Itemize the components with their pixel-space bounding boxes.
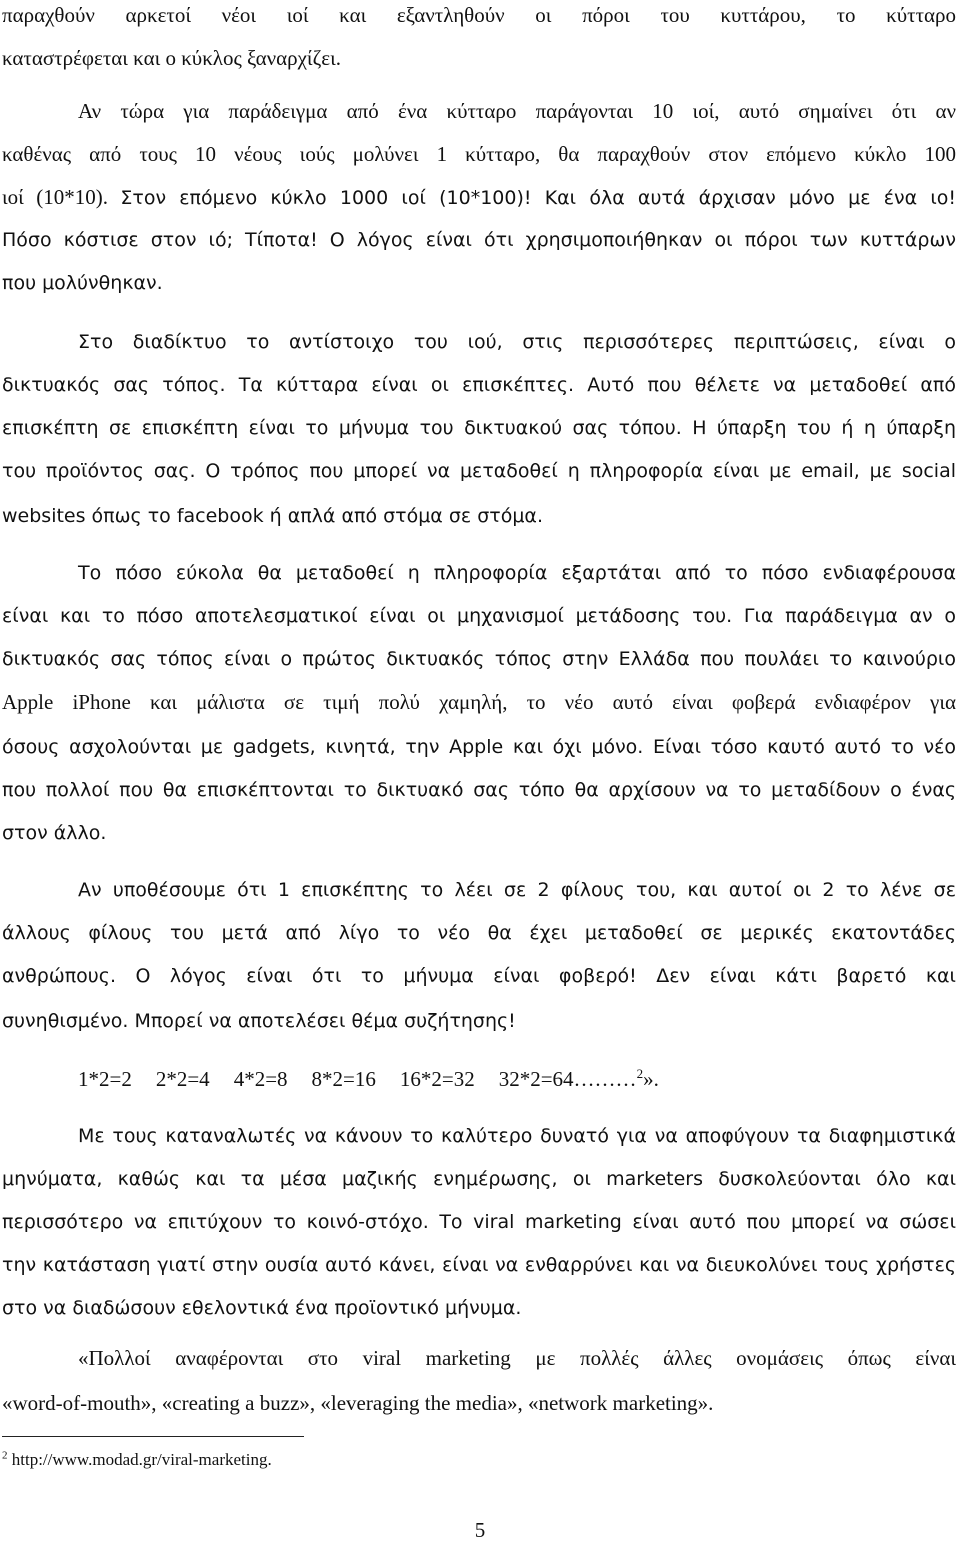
page-number: 5 — [474, 1518, 486, 1542]
text-line: στον άλλο. — [2, 822, 107, 844]
sequence-term: 4*2=8 — [233, 1067, 288, 1091]
sequence-term: 1*2=2 — [78, 1067, 132, 1091]
text-line: Αν τώρα για παράδειγμα από ένα κύτταρο παράγονται 10 ιοί, αυτό σημαίνει ότι αν — [78, 99, 956, 123]
text-line: Στο διαδίκτυο το αντίστοιχο του ιού, στις περισσότερες περιπτώσεις, είναι ο — [78, 331, 956, 353]
text-line: ανθρώπους. Ο λόγος είναι ότι το μήνυμα είναι φοβερό! Δεν είναι κάτι βαρετό και — [2, 965, 956, 987]
text-line: «word-of-mouth», «creating a buzz», «leveraging the media», «network marketing». — [2, 1391, 714, 1415]
sequence-term: 8*2=16 — [311, 1067, 376, 1091]
text-line: Αν υποθέσουμε ότι 1 επισκέπτης το λέει σε 2 φίλους του, και αυτοί οι 2 το λένε σε — [78, 879, 956, 901]
text-line: μηνύματα, καθώς και τα μέσα μαζικής ενημέρωσης, οι marketers δυσκολεύονται όλο και — [2, 1168, 956, 1190]
text-line: του προϊόντος σας. Ο τρόπος που μπορεί να μεταδοθεί η πληροφορία είναι με email, με social — [2, 460, 956, 482]
sequence-term: 2*2=4 — [155, 1067, 210, 1091]
footnote — [2, 1449, 272, 1471]
text-line: Με τους καταναλωτές να κάνουν το καλύτερο δυνατό για να αποφύγουν τα διαφημιστικά — [78, 1125, 956, 1147]
text-line: δικτυακός σας τόπος είναι ο πρώτος δικτυακός τόπος στην Ελλάδα που πουλάει το καινούριο — [2, 648, 956, 670]
text-line: επισκέπτη σε επισκέπτη είναι το μήνυμα του δικτυακού σας τόπου. Η ύπαρξη του ή η ύπαρξη — [2, 417, 956, 439]
highlighted-sentence: Στον επόμενο κύκλο 1000 ιοί (10*100)! Και όλα αυτά άρχισαν μόνο με ένα ιο! — [120, 187, 956, 209]
text-line: δικτυακός σας τόπος. Τα κύτταρα είναι οι επισκέπτες. Αυτό που θέλετε να μεταδοθεί από — [2, 374, 956, 396]
text-line: Apple iPhone και μάλιστα σε τιμή πολύ χαμηλή, το νέο αυτό είναι φοβερά ενδιαφέρον για — [2, 690, 956, 714]
text-line: άλλους φίλους του μετά από λίγο το νέο θα έχει μεταδοθεί σε μερικές εκατοντάδες — [2, 922, 956, 944]
text-line: όσους ασχολούνται με gadgets, κινητά, την Apple και όχι μόνο. Είναι τόσο καυτό αυτό το νέο — [2, 736, 956, 758]
text-line: καταστρέφεται και ο κύκλος ξαναρχίζει. — [2, 46, 341, 70]
text-line: περισσότερο να επιτύχουν το κοινό-στόχο. Το viral marketing είναι αυτό που μπορεί να σώσει — [2, 1211, 956, 1233]
text-line: την κατάσταση γιατί στην ουσία αυτό κάνει, είναι να ενθαρρύνει και να διευκολύνει τους χρήστες — [2, 1254, 956, 1276]
sequence-term: 32*2=64……… — [498, 1067, 637, 1091]
text-line: στο να διαδώσουν εθελοντικά ένα προϊοντικό μήνυμα. — [2, 1297, 522, 1319]
text-line: παραχθούν αρκετοί νέοι ιοί και εξαντληθούν οι πόροι του κυττάρου, το κύτταρο — [2, 3, 956, 27]
text-line: που πολλοί που θα επισκέπτονται το δικτυακό σας τόπο θα αρχίσουν να το μεταδίδουν ο ένας — [2, 779, 956, 801]
text-line: Πόσο κόστισε στον ιό; Τίποτα! Ο λόγος είναι ότι χρησιμοποιήθηκαν οι πόροι των κυττάρων — [2, 229, 956, 251]
footnote-link[interactable]: http://www.modad.gr/viral-marketing. — [11, 1450, 272, 1469]
text-line: websites όπως το facebook ή απλά από στόμα σε στόμα. — [2, 505, 543, 527]
text-line: Το πόσο εύκολα θα μεταδοθεί η πληροφορία εξαρτάται από το πόσο ενδιαφέρουσα — [78, 562, 956, 584]
text-line: καθένας από τους 10 νέους ιούς μολύνει 1 κύτταρο, θα παραχθούν στον επόμενο κύκλο 100 — [2, 142, 956, 166]
text-line: που μολύνθηκαν. — [2, 272, 163, 294]
footnote-reference[interactable]: 2 — [636, 1066, 644, 1081]
quote-close: ». — [643, 1067, 659, 1091]
text-line: ιοί (10*10). Στον επόμενο κύκλο 1000 ιοί (10*100)! Και όλα αυτά άρχισαν μόνο με ένα ιο! — [2, 185, 956, 209]
text-line: συνηθισμένο. Μπορεί να αποτελέσει θέμα συζήτησης! — [2, 1010, 516, 1032]
sequence-term: 16*2=32 — [399, 1067, 475, 1091]
doubling-sequence — [78, 1066, 659, 1092]
text-line: «Πολλοί αναφέρονται στο viral marketing με πολλές άλλες ονομάσεις όπως είναι — [78, 1346, 956, 1370]
footnote-number: 2 — [2, 1449, 8, 1462]
text-line: είναι και το πόσο αποτελεσματικοί είναι οι μηχανισμοί μετάδοσης του. Για παράδειγμα αν ο — [2, 605, 956, 627]
footnote-separator — [2, 1436, 304, 1437]
